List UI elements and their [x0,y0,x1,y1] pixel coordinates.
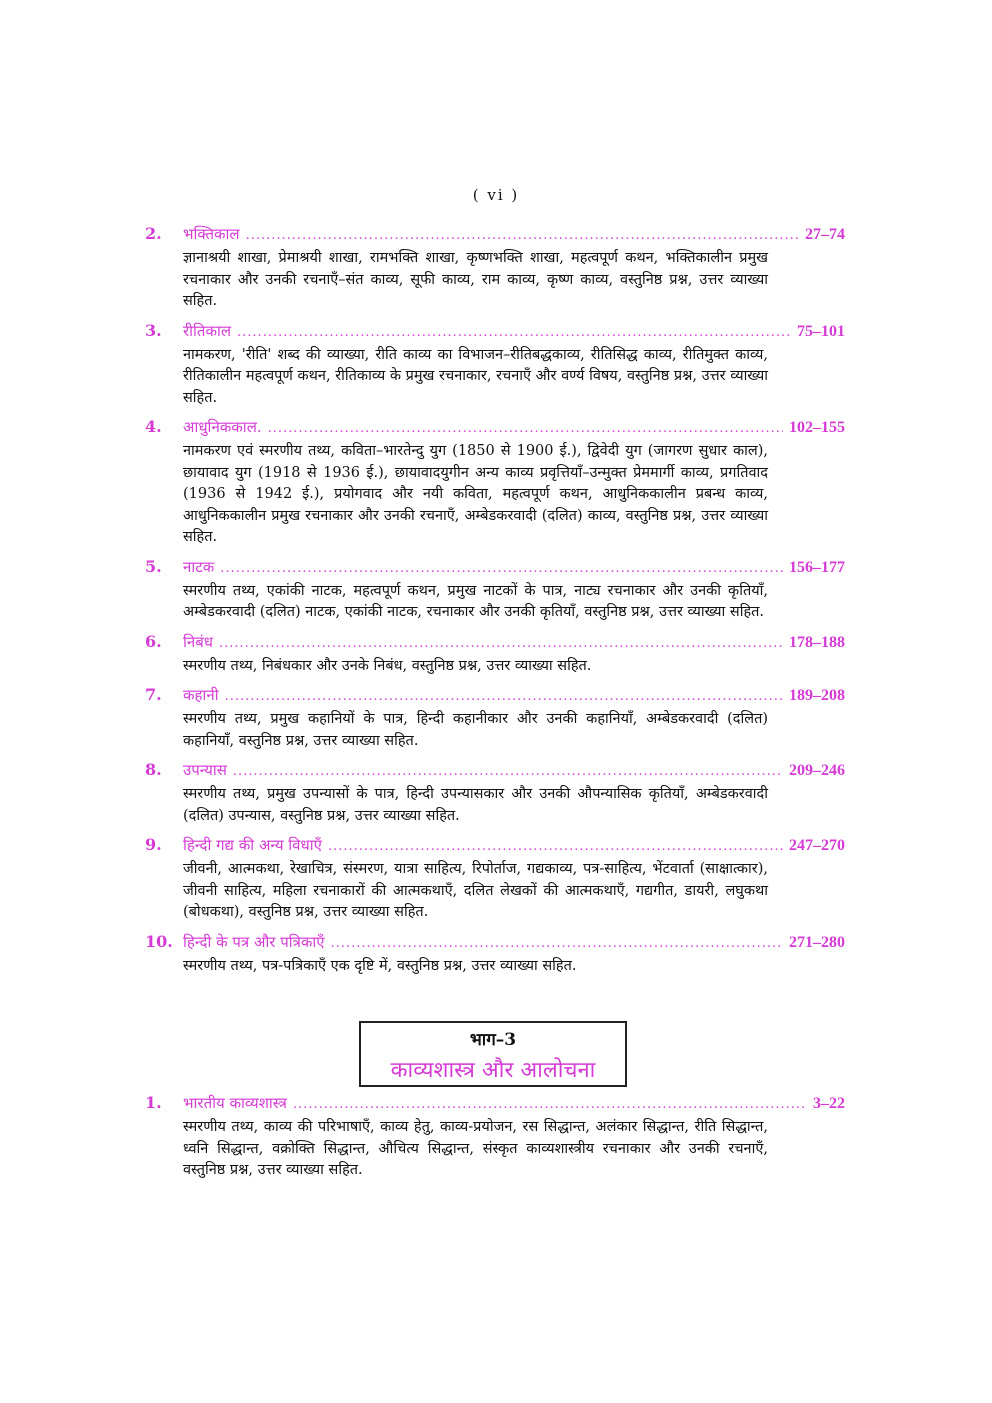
toc-entry [145,557,845,624]
chapter-number: 7. [145,685,162,704]
chapter-title: उपन्यास [183,761,227,779]
chapter-title: कहानी [183,686,219,704]
chapter-description: स्मरणीय तथ्य, प्रमुख कहानियों के पात्र, हिन्दी कहानीकार और उनकी कहानियाँ, अम्बेडकरवादी (दलित) कहानियाँ, वस्तुनिष्ठ प्रश्न, उत्तर व्याख्या सहित. [183,711,768,749]
toc-entry-heading[interactable] [145,685,845,709]
leader-dots [225,689,783,704]
chapter-title: नाटक [183,557,215,576]
chapter-number: 4. [145,417,162,436]
toc-entry [145,224,845,313]
chapter-description: जीवनी, आत्मकथा, रेखाचित्र, संस्मरण, यात्रा साहित्य, रिपोर्ताज, गद्यकाव्य, पत्र-साहित्य, भेंटवार्ता (साक्षात्कार), जीवनी साहित्य, महिला रचनाकारों की आत्मकथाएँ, दलित लेखकों की आत्मकथाएँ, गद्यगीत, डायरी, लघुकथा (बोधकथा), वस्तुनिष्ठ प्रश्न, उत्तर व्याख्या सहित. [183,861,768,920]
toc-entry-heading[interactable] [145,417,845,441]
chapter-description: नामकरण, 'रीति' शब्द की व्याख्या, रीति काव्य का विभाजन–रीतिबद्धकाव्य, रीतिसिद्ध काव्य, रीतिमुक्त काव्य, रीतिकालीन महत्वपूर्ण कथन, रीतिकाव्य के प्रमुख रचनाकार, रचनाएँ और वर्ण्य विषय, वस्तुनिष्ठ प्रश्न, उत्तर व्याख्या सहित. [183,346,768,406]
page-range: 189–208 [789,687,845,704]
chapter-title: हिन्दी गद्य की अन्य विधाएँ [183,836,322,854]
leader-dots [246,228,799,243]
toc-entry [145,932,845,978]
chapter-title: हिन्दी के पत्र और पत्रिकाएँ [183,932,325,951]
page-number: ( vi ) [472,186,520,204]
page-range: 156–177 [789,558,845,576]
toc-entry [145,417,845,549]
page-range: 27–74 [805,226,845,243]
toc-entry [145,685,845,752]
toc-entry [145,321,845,410]
chapter-description: स्मरणीय तथ्य, एकांकी नाटक, महत्वपूर्ण कथन, प्रमुख नाटकों के पात्र, नाट्य रचनाकार और उनकी कृतियाँ, अम्बेडकरवादी (दलित) नाटक, एकांकी नाटक, रचनाकार और उनकी कृतियाँ, वस्तुनिष्ठ प्रश्न, उत्तर व्याख्या सहित. [183,582,768,620]
chapter-description: स्मरणीय तथ्य, प्रमुख उपन्यासों के पात्र, हिन्दी उपन्यासकार और उनकी औपन्यासिक कृतियाँ, अम्बेडकरवादी (दलित) उपन्यास, वस्तुनिष्ठ प्रश्न, उत्तर व्याख्या सहित. [183,786,768,824]
leader-dots [268,421,783,436]
chapter-title: निबंध [183,632,214,651]
chapter-title: आधुनिककाल. [183,418,262,436]
part3-contents [145,1093,845,1190]
chapter-number: 10. [145,931,173,951]
leader-dots [220,561,783,576]
part-title: काव्यशास्त्र और आलोचना [390,1058,596,1083]
leader-dots [328,839,783,854]
chapter-number: 8. [145,760,162,779]
table-of-contents [145,224,845,985]
chapter-number: 1. [145,1093,162,1112]
toc-entry-heading[interactable] [145,932,845,956]
toc-entry [145,835,845,924]
chapter-description: स्मरणीय तथ्य, निबंधकार और उनके निबंध, वस्तुनिष्ठ प्रश्न, उत्तर व्याख्या सहित. [183,657,592,674]
page-range: 178–188 [789,633,845,651]
page-range: 209–246 [789,762,845,779]
chapter-description: स्मरणीय तथ्य, काव्य की परिभाषाएँ, काव्य हेतु, काव्य-प्रयोजन, रस सिद्धान्त, अलंकार सिद्धान्त, रीति सिद्धान्त, ध्वनि सिद्धान्त, वक्रोक्ति सिद्धान्त, औचित्य सिद्धान्त, संस्कृत काव्यशास्त्रीय रचनाकार और उनकी रचनाएँ, वस्तुनिष्ठ प्रश्न, उत्तर व्याख्या सहित. [183,1119,768,1178]
chapter-number: 5. [145,556,162,576]
page-range: 102–155 [789,419,845,436]
toc-entry-heading[interactable] [145,321,845,345]
chapter-number: 2. [145,224,162,243]
chapter-title: भक्तिकाल [183,225,240,243]
chapter-number: 3. [145,320,162,340]
chapter-description: ज्ञानाश्रयी शाखा, प्रेमाश्रयी शाखा, रामभक्ति शाखा, कृष्णभक्ति शाखा, महत्वपूर्ण कथन, भक्तिकालीन प्रमुख रचनाकार और उनकी रचनाएँ–संत काव्य, सूफी काव्य, राम काव्य, कृष्ण काव्य, वस्तुनिष्ठ प्रश्न, उत्तर व्याख्या सहित. [183,250,768,309]
toc-entry [145,760,845,827]
page-range: 247–270 [789,837,845,854]
leader-dots [237,325,791,340]
leader-dots [219,636,783,651]
toc-entry [145,632,845,678]
toc-entry-heading[interactable] [145,224,845,248]
page-range: 271–280 [789,933,845,951]
page-range: 75–101 [797,322,845,340]
chapter-title: रीतिकाल [183,321,232,340]
chapter-title: भारतीय काव्यशास्त्र [183,1094,287,1112]
toc-entry [145,1093,845,1182]
leader-dots [233,764,783,779]
part-label: भाग–3 [469,1030,517,1050]
toc-entry-heading[interactable] [145,835,845,859]
part-heading-box [359,1021,627,1087]
chapter-number: 6. [145,631,162,651]
toc-entry-heading[interactable] [145,632,845,656]
chapter-description: स्मरणीय तथ्य, पत्र-पत्रिकाएँ एक दृष्टि में, वस्तुनिष्ठ प्रश्न, उत्तर व्याख्या सहित. [183,957,577,974]
chapter-description: नामकरण एवं स्मरणीय तथ्य, कविता–भारतेन्दु युग (1850 से 1900 ई.), द्विवेदी युग (जागरण सुधार काल), छायावाद युग (1918 से 1936 ई.), छायावादयुगीन अन्य काव्य प्रवृत्तियाँ–उन्मुक्त प्रेममार्गी काव्य, प्रगतिवाद (1936 से 1942 ई.), प्रयोगवाद और नयी कविता, महत्वपूर्ण कथन, आधुनिककालीन प्रबन्ध काव्य, आधुनिककालीन प्रमुख रचनाकार और उनकी रचनाएँ, अम्बेडकरवादी (दलित) काव्य, वस्तुनिष्ठ प्रश्न, उत्तर व्याख्या सहित. [183,443,768,545]
chapter-number: 9. [145,835,162,854]
toc-entry-heading[interactable] [145,1093,845,1117]
toc-entry-heading[interactable] [145,557,845,581]
page-range: 3–22 [813,1095,845,1112]
leader-dots [293,1097,807,1112]
leader-dots [331,936,783,951]
toc-entry-heading[interactable] [145,760,845,784]
